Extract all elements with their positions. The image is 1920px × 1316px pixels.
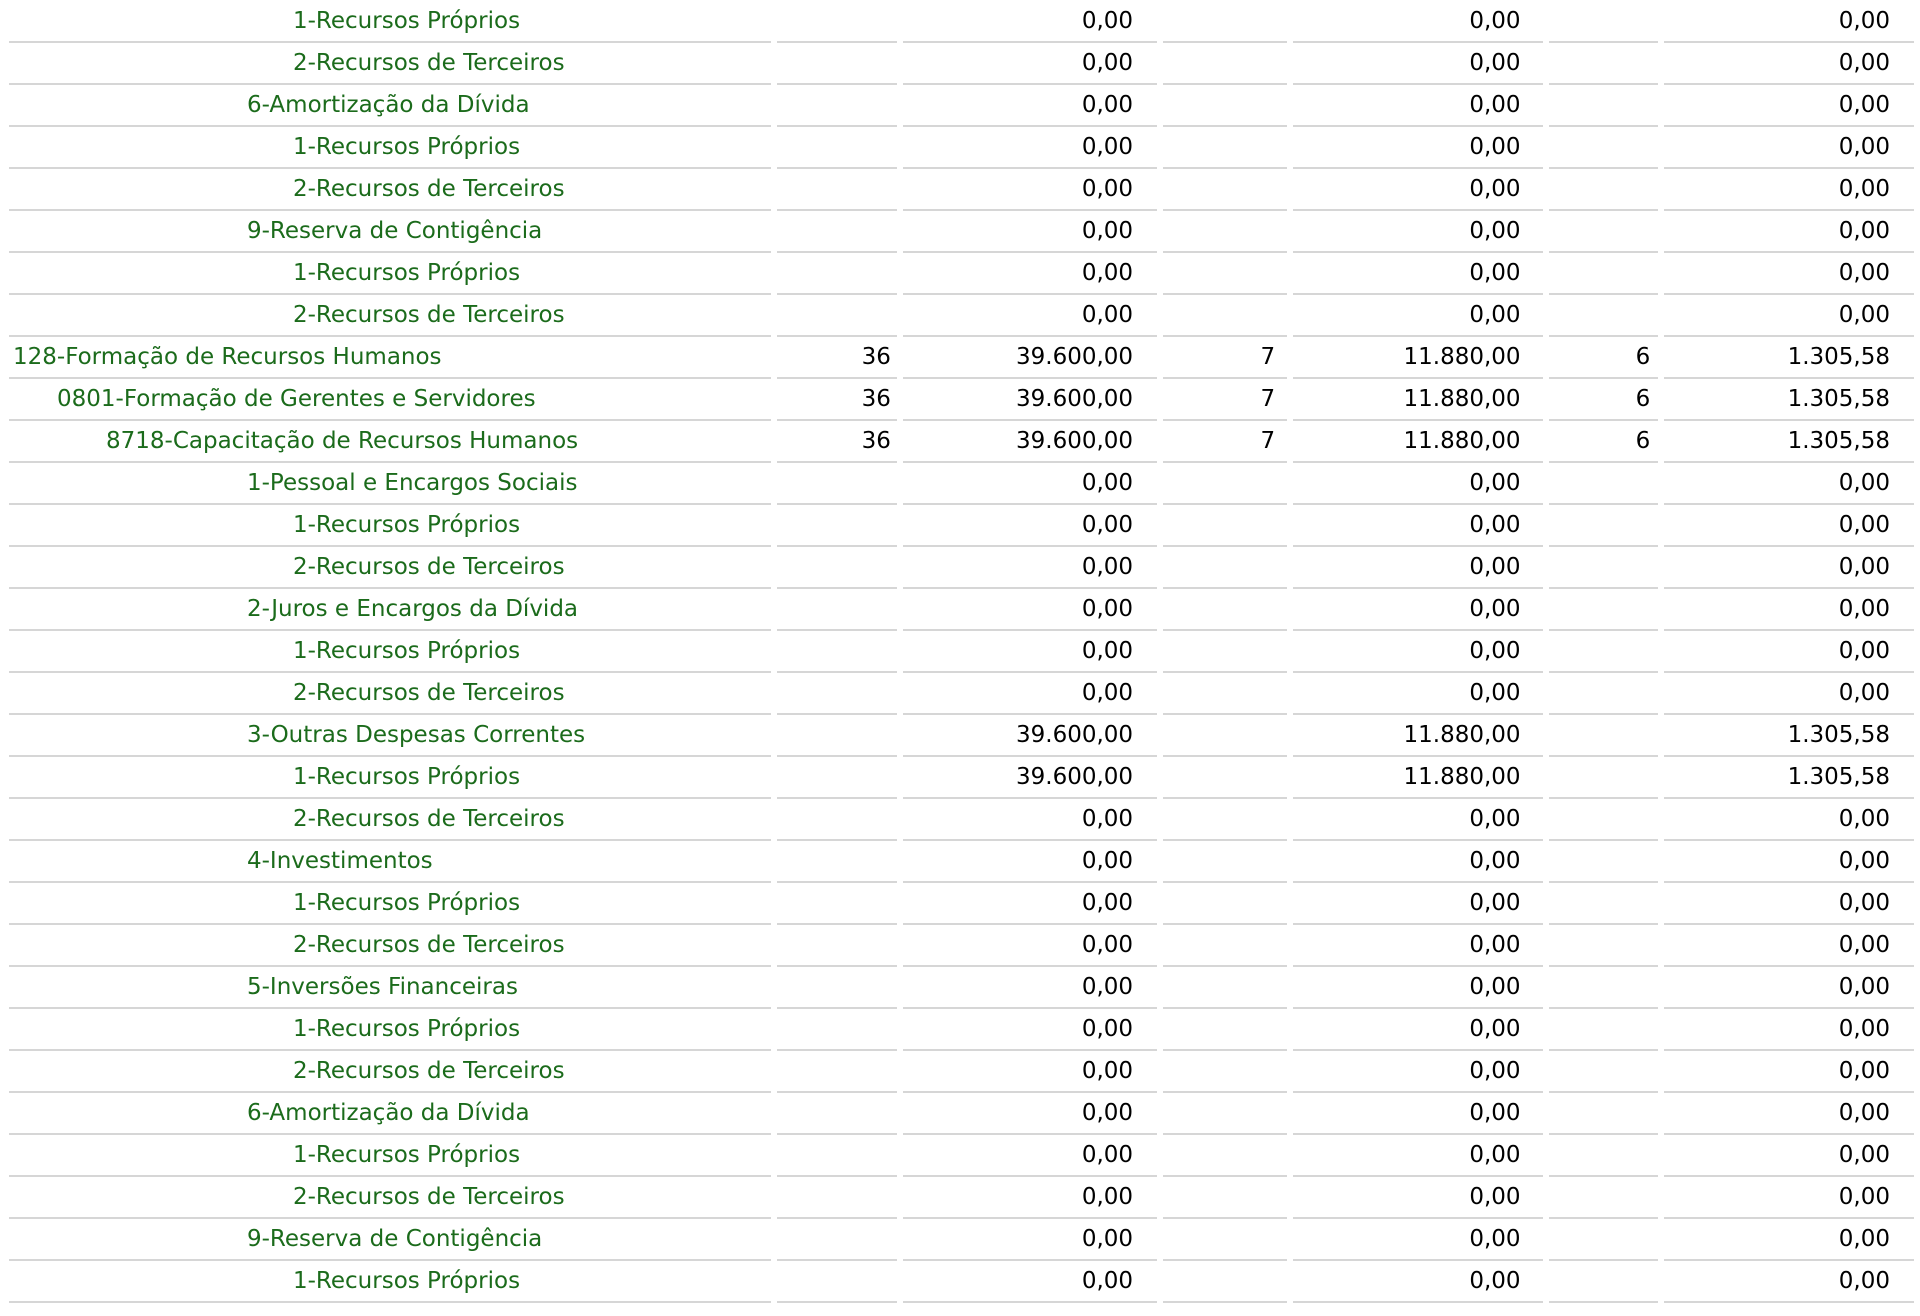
value-col-1: 0,00 xyxy=(903,1135,1157,1177)
value-col-3: 0,00 xyxy=(1664,589,1914,631)
count-col-2 xyxy=(1163,1135,1287,1177)
value-col-2: 0,00 xyxy=(1293,547,1542,589)
table-row xyxy=(9,715,1914,757)
count-col-2 xyxy=(1163,211,1287,253)
row-description: 2-Recursos de Terceiros xyxy=(9,169,771,211)
row-description: 2-Recursos de Terceiros xyxy=(9,295,771,337)
value-col-1: 0,00 xyxy=(903,463,1157,505)
value-col-1: 0,00 xyxy=(903,547,1157,589)
count-col-1 xyxy=(777,799,897,841)
count-col-3 xyxy=(1549,211,1659,253)
table-row xyxy=(9,127,1914,169)
count-col-1 xyxy=(777,1261,897,1303)
value-col-2: 0,00 xyxy=(1293,1009,1542,1051)
value-col-3: 0,00 xyxy=(1664,967,1914,1009)
table-row xyxy=(9,463,1914,505)
value-col-3: 0,00 xyxy=(1664,43,1914,85)
count-col-2 xyxy=(1163,589,1287,631)
count-col-3 xyxy=(1549,799,1659,841)
value-col-1: 0,00 xyxy=(903,253,1157,295)
count-col-1 xyxy=(777,589,897,631)
value-col-2: 0,00 xyxy=(1293,253,1542,295)
value-col-1: 0,00 xyxy=(903,127,1157,169)
count-col-3 xyxy=(1549,631,1659,673)
value-col-3: 0,00 xyxy=(1664,169,1914,211)
budget-table xyxy=(3,1,1920,1303)
value-col-3: 0,00 xyxy=(1664,295,1914,337)
count-col-1 xyxy=(777,631,897,673)
table-row xyxy=(9,925,1914,967)
table-row xyxy=(9,799,1914,841)
value-col-1: 0,00 xyxy=(903,1177,1157,1219)
value-col-2: 11.880,00 xyxy=(1293,757,1542,799)
row-description: 5-Inversões Financeiras xyxy=(9,967,771,1009)
row-description: 3-Outras Despesas Correntes xyxy=(9,715,771,757)
value-col-3: 0,00 xyxy=(1664,1051,1914,1093)
table-row xyxy=(9,1135,1914,1177)
table-row xyxy=(9,421,1914,463)
row-description: 1-Recursos Próprios xyxy=(9,505,771,547)
count-col-1 xyxy=(777,715,897,757)
value-col-3: 0,00 xyxy=(1664,673,1914,715)
row-description: 1-Recursos Próprios xyxy=(9,253,771,295)
count-col-2 xyxy=(1163,925,1287,967)
count-col-2 xyxy=(1163,799,1287,841)
row-description: 2-Recursos de Terceiros xyxy=(9,673,771,715)
value-col-2: 0,00 xyxy=(1293,589,1542,631)
count-col-1 xyxy=(777,757,897,799)
table-row xyxy=(9,253,1914,295)
count-col-3 xyxy=(1549,547,1659,589)
value-col-3: 1.305,58 xyxy=(1664,757,1914,799)
count-col-2 xyxy=(1163,1093,1287,1135)
value-col-2: 0,00 xyxy=(1293,1051,1542,1093)
count-col-3 xyxy=(1549,1261,1659,1303)
count-col-1 xyxy=(777,841,897,883)
value-col-2: 0,00 xyxy=(1293,127,1542,169)
count-col-3 xyxy=(1549,127,1659,169)
value-col-3: 0,00 xyxy=(1664,505,1914,547)
count-col-3 xyxy=(1549,505,1659,547)
value-col-2: 0,00 xyxy=(1293,673,1542,715)
count-col-1 xyxy=(777,253,897,295)
value-col-1: 0,00 xyxy=(903,841,1157,883)
count-col-2: 7 xyxy=(1163,421,1287,463)
count-col-3 xyxy=(1549,1009,1659,1051)
count-col-2 xyxy=(1163,1,1287,43)
count-col-1 xyxy=(777,505,897,547)
row-description: 1-Recursos Próprios xyxy=(9,631,771,673)
value-col-2: 0,00 xyxy=(1293,1093,1542,1135)
value-col-1: 39.600,00 xyxy=(903,337,1157,379)
count-col-1 xyxy=(777,1219,897,1261)
count-col-3 xyxy=(1549,1219,1659,1261)
count-col-1 xyxy=(777,1093,897,1135)
value-col-2: 0,00 xyxy=(1293,1261,1542,1303)
value-col-3: 0,00 xyxy=(1664,1,1914,43)
count-col-2 xyxy=(1163,85,1287,127)
count-col-3 xyxy=(1549,85,1659,127)
value-col-2: 11.880,00 xyxy=(1293,379,1542,421)
count-col-3 xyxy=(1549,589,1659,631)
count-col-1 xyxy=(777,1177,897,1219)
count-col-3 xyxy=(1549,1177,1659,1219)
count-col-2 xyxy=(1163,169,1287,211)
value-col-2: 0,00 xyxy=(1293,1177,1542,1219)
row-description: 4-Investimentos xyxy=(9,841,771,883)
count-col-1 xyxy=(777,211,897,253)
row-description: 0801-Formação de Gerentes e Servidores xyxy=(9,379,771,421)
count-col-1 xyxy=(777,295,897,337)
value-col-3: 0,00 xyxy=(1664,1177,1914,1219)
count-col-3 xyxy=(1549,169,1659,211)
count-col-3 xyxy=(1549,673,1659,715)
value-col-1: 0,00 xyxy=(903,295,1157,337)
row-description: 1-Recursos Próprios xyxy=(9,1135,771,1177)
value-col-1: 0,00 xyxy=(903,883,1157,925)
table-row xyxy=(9,169,1914,211)
count-col-2 xyxy=(1163,1261,1287,1303)
count-col-1 xyxy=(777,925,897,967)
table-row xyxy=(9,43,1914,85)
row-description: 6-Amortização da Dívida xyxy=(9,1093,771,1135)
table-row xyxy=(9,967,1914,1009)
row-description: 8718-Capacitação de Recursos Humanos xyxy=(9,421,771,463)
value-col-2: 0,00 xyxy=(1293,463,1542,505)
value-col-2: 0,00 xyxy=(1293,841,1542,883)
count-col-1 xyxy=(777,967,897,1009)
table-row xyxy=(9,505,1914,547)
value-col-1: 0,00 xyxy=(903,169,1157,211)
table-row xyxy=(9,85,1914,127)
value-col-3: 0,00 xyxy=(1664,1093,1914,1135)
value-col-2: 0,00 xyxy=(1293,967,1542,1009)
table-row xyxy=(9,883,1914,925)
count-col-2 xyxy=(1163,1051,1287,1093)
value-col-3: 0,00 xyxy=(1664,841,1914,883)
value-col-1: 0,00 xyxy=(903,589,1157,631)
table-row xyxy=(9,1177,1914,1219)
count-col-2 xyxy=(1163,253,1287,295)
value-col-1: 0,00 xyxy=(903,1,1157,43)
value-col-1: 0,00 xyxy=(903,1051,1157,1093)
count-col-3 xyxy=(1549,1135,1659,1177)
count-col-3: 6 xyxy=(1549,421,1659,463)
count-col-3 xyxy=(1549,1051,1659,1093)
row-description: 2-Juros e Encargos da Dívida xyxy=(9,589,771,631)
value-col-3: 0,00 xyxy=(1664,1219,1914,1261)
value-col-3: 0,00 xyxy=(1664,799,1914,841)
count-col-1 xyxy=(777,127,897,169)
row-description: 9-Reserva de Contigência xyxy=(9,1219,771,1261)
count-col-1: 36 xyxy=(777,421,897,463)
count-col-2 xyxy=(1163,295,1287,337)
row-description: 1-Recursos Próprios xyxy=(9,1009,771,1051)
table-row xyxy=(9,631,1914,673)
value-col-2: 0,00 xyxy=(1293,1135,1542,1177)
value-col-2: 11.880,00 xyxy=(1293,421,1542,463)
count-col-1 xyxy=(777,463,897,505)
table-row xyxy=(9,547,1914,589)
count-col-2 xyxy=(1163,715,1287,757)
value-col-2: 0,00 xyxy=(1293,883,1542,925)
table-row xyxy=(9,337,1914,379)
count-col-3 xyxy=(1549,463,1659,505)
value-col-2: 0,00 xyxy=(1293,43,1542,85)
value-col-3: 1.305,58 xyxy=(1664,379,1914,421)
value-col-3: 0,00 xyxy=(1664,1261,1914,1303)
count-col-2 xyxy=(1163,547,1287,589)
count-col-2 xyxy=(1163,505,1287,547)
value-col-1: 0,00 xyxy=(903,1009,1157,1051)
budget-table-body xyxy=(9,1,1914,1303)
row-description: 6-Amortização da Dívida xyxy=(9,85,771,127)
value-col-1: 0,00 xyxy=(903,505,1157,547)
count-col-3 xyxy=(1549,1093,1659,1135)
value-col-3: 0,00 xyxy=(1664,253,1914,295)
value-col-1: 0,00 xyxy=(903,631,1157,673)
value-col-2: 0,00 xyxy=(1293,799,1542,841)
table-row xyxy=(9,757,1914,799)
value-col-2: 0,00 xyxy=(1293,1,1542,43)
count-col-2: 7 xyxy=(1163,337,1287,379)
table-row xyxy=(9,589,1914,631)
row-description: 1-Recursos Próprios xyxy=(9,1,771,43)
count-col-1 xyxy=(777,1051,897,1093)
count-col-2 xyxy=(1163,127,1287,169)
row-description: 2-Recursos de Terceiros xyxy=(9,43,771,85)
count-col-1: 36 xyxy=(777,379,897,421)
row-description: 1-Recursos Próprios xyxy=(9,883,771,925)
count-col-1: 36 xyxy=(777,337,897,379)
count-col-2 xyxy=(1163,883,1287,925)
value-col-1: 39.600,00 xyxy=(903,715,1157,757)
count-col-1 xyxy=(777,85,897,127)
table-row xyxy=(9,1009,1914,1051)
value-col-3: 1.305,58 xyxy=(1664,421,1914,463)
count-col-2 xyxy=(1163,43,1287,85)
value-col-1: 0,00 xyxy=(903,1219,1157,1261)
count-col-2 xyxy=(1163,631,1287,673)
value-col-3: 0,00 xyxy=(1664,463,1914,505)
value-col-2: 0,00 xyxy=(1293,925,1542,967)
table-row xyxy=(9,673,1914,715)
row-description: 2-Recursos de Terceiros xyxy=(9,1177,771,1219)
count-col-3 xyxy=(1549,925,1659,967)
count-col-1 xyxy=(777,1009,897,1051)
table-row xyxy=(9,211,1914,253)
value-col-1: 0,00 xyxy=(903,43,1157,85)
value-col-2: 11.880,00 xyxy=(1293,715,1542,757)
count-col-2 xyxy=(1163,1009,1287,1051)
count-col-2 xyxy=(1163,673,1287,715)
value-col-3: 0,00 xyxy=(1664,85,1914,127)
value-col-3: 0,00 xyxy=(1664,211,1914,253)
value-col-3: 0,00 xyxy=(1664,1135,1914,1177)
table-row xyxy=(9,841,1914,883)
count-col-2: 7 xyxy=(1163,379,1287,421)
count-col-1 xyxy=(777,169,897,211)
value-col-2: 0,00 xyxy=(1293,211,1542,253)
value-col-2: 0,00 xyxy=(1293,85,1542,127)
count-col-3 xyxy=(1549,715,1659,757)
table-row xyxy=(9,1093,1914,1135)
count-col-3 xyxy=(1549,43,1659,85)
value-col-1: 0,00 xyxy=(903,1261,1157,1303)
value-col-1: 0,00 xyxy=(903,799,1157,841)
count-col-3 xyxy=(1549,967,1659,1009)
value-col-1: 39.600,00 xyxy=(903,379,1157,421)
count-col-2 xyxy=(1163,463,1287,505)
count-col-2 xyxy=(1163,841,1287,883)
value-col-1: 0,00 xyxy=(903,967,1157,1009)
value-col-3: 1.305,58 xyxy=(1664,715,1914,757)
count-col-1 xyxy=(777,1135,897,1177)
value-col-3: 0,00 xyxy=(1664,127,1914,169)
value-col-1: 0,00 xyxy=(903,1093,1157,1135)
value-col-3: 0,00 xyxy=(1664,1009,1914,1051)
table-row xyxy=(9,1,1914,43)
value-col-3: 0,00 xyxy=(1664,925,1914,967)
table-row xyxy=(9,1051,1914,1093)
value-col-3: 0,00 xyxy=(1664,883,1914,925)
table-row xyxy=(9,295,1914,337)
value-col-1: 0,00 xyxy=(903,673,1157,715)
value-col-3: 0,00 xyxy=(1664,631,1914,673)
value-col-1: 39.600,00 xyxy=(903,421,1157,463)
count-col-1 xyxy=(777,883,897,925)
count-col-1 xyxy=(777,547,897,589)
count-col-1 xyxy=(777,673,897,715)
value-col-2: 0,00 xyxy=(1293,295,1542,337)
row-description: 2-Recursos de Terceiros xyxy=(9,1051,771,1093)
value-col-2: 0,00 xyxy=(1293,1219,1542,1261)
row-description: 2-Recursos de Terceiros xyxy=(9,547,771,589)
row-description: 1-Recursos Próprios xyxy=(9,1261,771,1303)
value-col-2: 0,00 xyxy=(1293,631,1542,673)
count-col-1 xyxy=(777,43,897,85)
count-col-2 xyxy=(1163,1177,1287,1219)
count-col-3 xyxy=(1549,295,1659,337)
count-col-2 xyxy=(1163,1219,1287,1261)
value-col-1: 0,00 xyxy=(903,925,1157,967)
row-description: 128-Formação de Recursos Humanos xyxy=(9,337,771,379)
row-description: 1-Recursos Próprios xyxy=(9,757,771,799)
table-row xyxy=(9,379,1914,421)
value-col-3: 1.305,58 xyxy=(1664,337,1914,379)
table-row xyxy=(9,1261,1914,1303)
row-description: 1-Pessoal e Encargos Sociais xyxy=(9,463,771,505)
row-description: 1-Recursos Próprios xyxy=(9,127,771,169)
count-col-2 xyxy=(1163,757,1287,799)
count-col-3: 6 xyxy=(1549,337,1659,379)
count-col-3: 6 xyxy=(1549,379,1659,421)
value-col-2: 11.880,00 xyxy=(1293,337,1542,379)
row-description: 2-Recursos de Terceiros xyxy=(9,799,771,841)
count-col-3 xyxy=(1549,883,1659,925)
value-col-2: 0,00 xyxy=(1293,169,1542,211)
value-col-2: 0,00 xyxy=(1293,505,1542,547)
count-col-3 xyxy=(1549,253,1659,295)
value-col-3: 0,00 xyxy=(1664,547,1914,589)
count-col-3 xyxy=(1549,1,1659,43)
count-col-1 xyxy=(777,1,897,43)
value-col-1: 0,00 xyxy=(903,211,1157,253)
count-col-2 xyxy=(1163,967,1287,1009)
value-col-1: 39.600,00 xyxy=(903,757,1157,799)
count-col-3 xyxy=(1549,841,1659,883)
table-row xyxy=(9,1219,1914,1261)
count-col-3 xyxy=(1549,757,1659,799)
row-description: 2-Recursos de Terceiros xyxy=(9,925,771,967)
value-col-1: 0,00 xyxy=(903,85,1157,127)
row-description: 9-Reserva de Contigência xyxy=(9,211,771,253)
